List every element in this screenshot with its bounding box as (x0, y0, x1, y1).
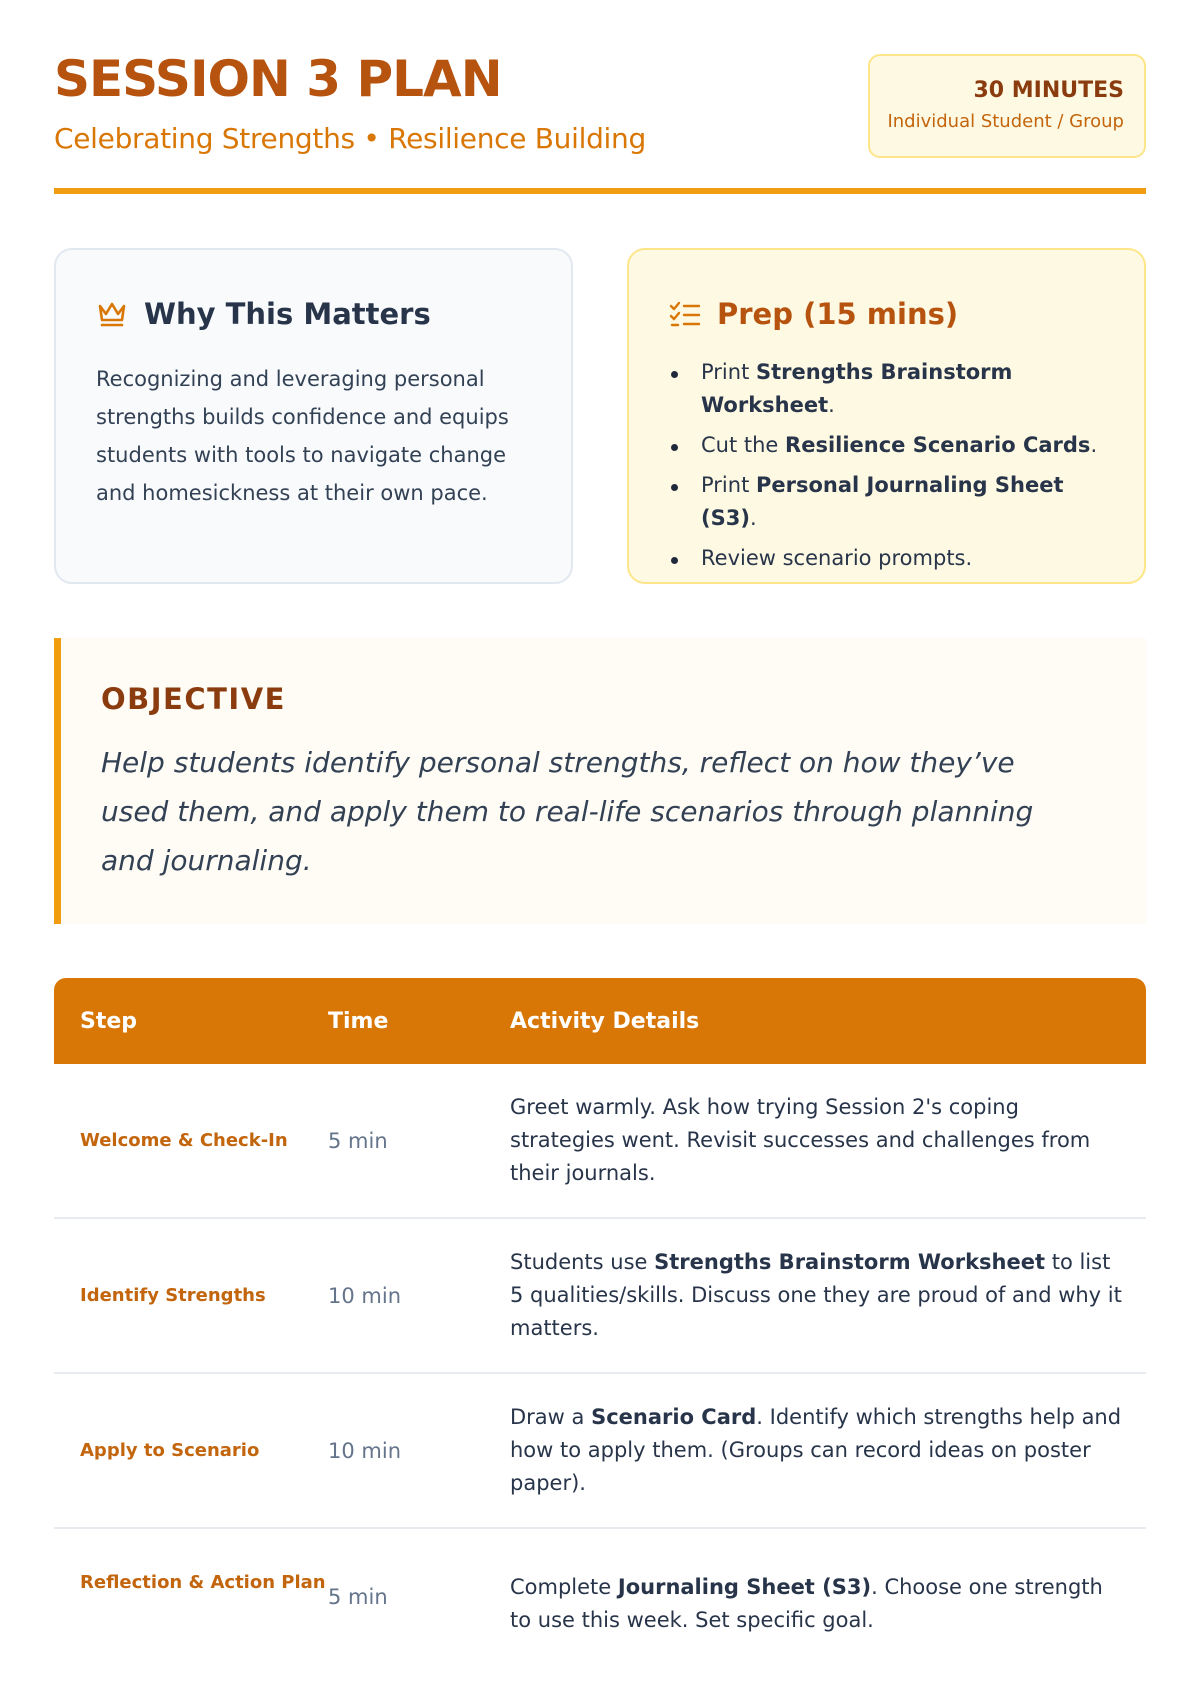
prep-card (627, 248, 1146, 584)
duration-label: 30 MINUTES (973, 78, 1124, 103)
why-card-title: Why This Matters (144, 297, 431, 331)
table-row (54, 1219, 1146, 1374)
table-row (54, 1064, 1146, 1219)
step-name: Welcome & Check-In (80, 1129, 288, 1151)
step-details: Complete Journaling Sheet (S3). Choose one strength to use this week. Set specific goal. (510, 1575, 1103, 1632)
why-card-header (96, 294, 533, 334)
prep-item: Print Personal Journaling Sheet (S3). (669, 469, 1106, 535)
checklist-icon (669, 296, 705, 332)
objective-label: OBJECTIVE (101, 682, 286, 716)
prep-card-header (669, 294, 1106, 334)
step-time: 10 min (328, 1438, 401, 1463)
header-details: Activity Details (510, 1008, 700, 1034)
step-name: Reflection & Action Plan (80, 1572, 326, 1593)
prep-item: Review scenario prompts. (669, 542, 1106, 575)
header-time: Time (328, 1008, 389, 1034)
step-details: Draw a Scenario Card. Identify which strengths help and how to apply them. (Groups can record ideas on poster paper). (510, 1405, 1122, 1495)
prep-item: Print Strengths Brainstorm Worksheet. (669, 356, 1106, 422)
step-time: 10 min (328, 1283, 401, 1308)
prep-list (669, 356, 1106, 575)
audience-label: Individual Student / Group (887, 111, 1124, 132)
table-row (54, 1374, 1146, 1529)
step-details: Greet warmly. Ask how trying Session 2's coping strategies went. Revisit successes and challenges from their journals. (510, 1095, 1091, 1185)
header (54, 0, 1146, 194)
why-card-body: Recognizing and leveraging personal strengths builds confidence and equips students with tools to navigate change and homesickness at their own pace. (96, 367, 509, 505)
table-row (54, 1529, 1146, 1684)
objective-text: Help students identify personal strengths, reflect on how they’ve used them, and apply them to real-life scenarios through planning and journaling. (101, 746, 1034, 877)
header-step: Step (80, 1008, 138, 1034)
objective-callout (54, 638, 1146, 924)
page-subtitle: Celebrating Strengths • Resilience Building (54, 122, 646, 155)
activity-table (54, 978, 1146, 1684)
step-details: Students use Strengths Brainstorm Worksheet to list 5 qualities/skills. Discuss one they are proud of and why it matters. (510, 1250, 1122, 1340)
step-name: Apply to Scenario (80, 1439, 260, 1461)
table-header (54, 978, 1146, 1064)
step-time: 5 min (328, 1128, 388, 1153)
page-title: SESSION 3 PLAN (54, 50, 502, 108)
prep-item: Cut the Resilience Scenario Cards. (669, 429, 1106, 462)
step-time: 5 min (328, 1585, 388, 1609)
info-cards (54, 248, 1146, 584)
prep-card-title: Prep (15 mins) (717, 297, 959, 331)
step-name: Identify Strengths (80, 1284, 266, 1306)
why-card (54, 248, 573, 584)
duration-badge (868, 54, 1146, 158)
crown-icon (96, 296, 132, 332)
